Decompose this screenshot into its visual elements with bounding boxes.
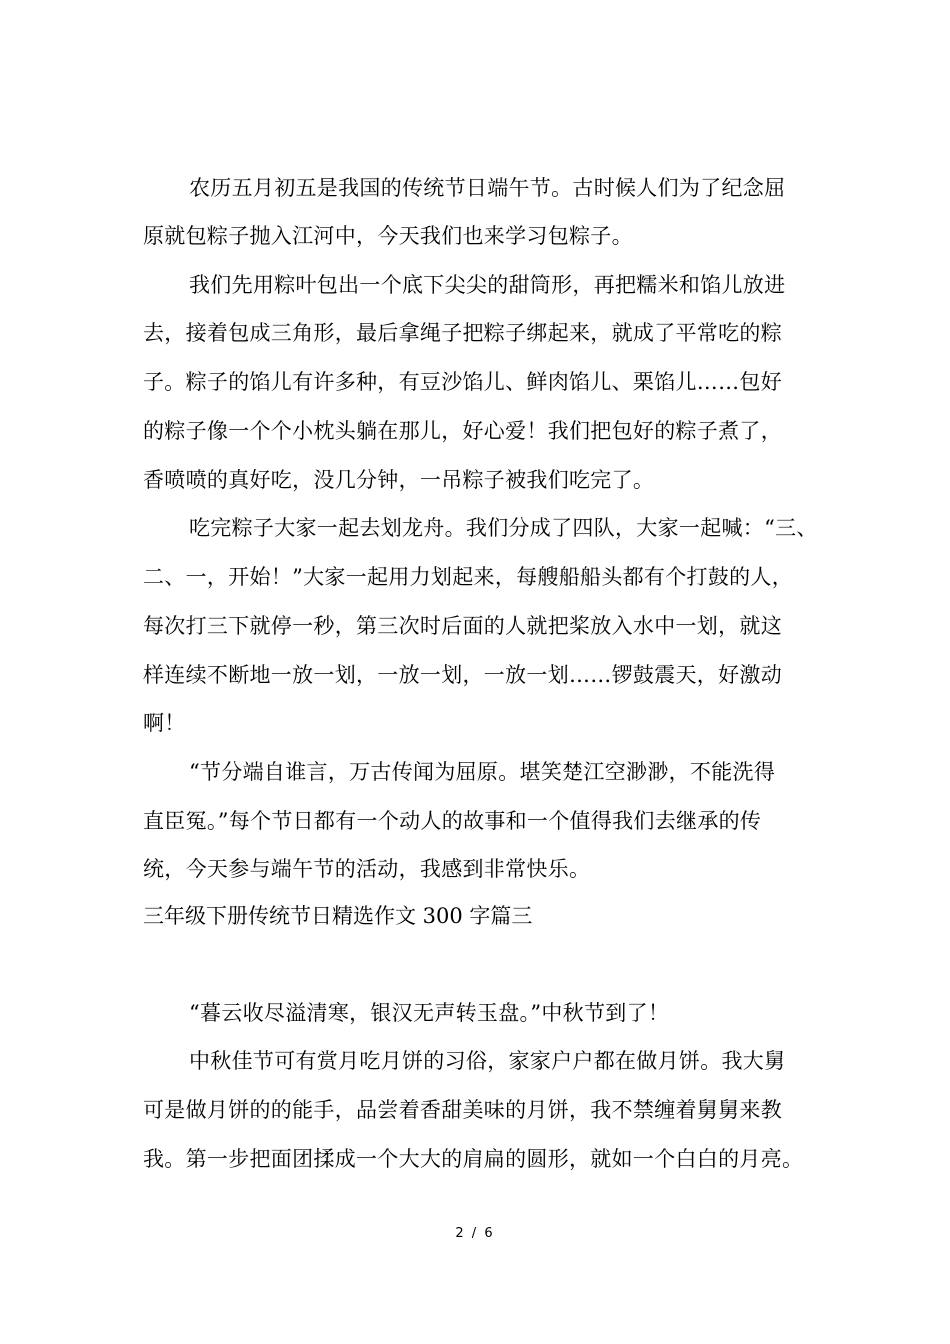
- page-number: 2 / 6: [455, 1226, 495, 1241]
- paragraph-line: 农历五月初五是我国的传统节日端午节。古时候人们为了纪念屈: [189, 176, 786, 200]
- paragraph-line: 可是做月饼的的能手，品尝着香甜美味的月饼，我不禁缠着舅舅来教: [143, 1098, 782, 1122]
- paragraph-line: 的粽子像一个个小枕头躺在那儿，好心爱！我们把包好的粽子煮了，: [143, 419, 782, 443]
- paragraph-line: 直臣冤。”每个节日都有一个动人的故事和一个值得我们去继承的传: [143, 809, 762, 833]
- paragraph-line: 统，今天参与端午节的活动，我感到非常快乐。: [143, 857, 591, 881]
- paragraph-line: 样连续不断地一放一划，一放一划，一放一划……锣鼓震天，好激动: [143, 663, 782, 687]
- paragraph-line: 中秋佳节可有赏月吃月饼的习俗，家家户户都在做月饼。我大舅: [189, 1049, 786, 1073]
- paragraph-line: 每次打三下就停一秒，第三次时后面的人就把桨放入水中一划，就这: [143, 614, 782, 638]
- paragraph-line: 去，接着包成三角形，最后拿绳子把粽子绑起来，就成了平常吃的粽: [143, 321, 782, 345]
- paragraph-line: 香喷喷的真好吃，没几分钟，一吊粽子被我们吃完了。: [143, 468, 655, 492]
- paragraph-line: 我。第一步把面团揉成一个大大的肩扁的圆形，就如一个白白的月亮。: [143, 1147, 804, 1171]
- paragraph-line: 子。粽子的馅儿有许多种，有豆沙馅儿、鲜肉馅儿、栗馅儿……包好: [143, 370, 782, 394]
- paragraph-line: “节分端自谁言，万古传闻为屈原。堪笑楚江空渺渺，不能洗得: [189, 760, 776, 784]
- paragraph-line: “暮云收尽溢清寒，银汉无声转玉盘。”中秋节到了！: [189, 1001, 670, 1025]
- paragraph-line: 二、一，开始！”大家一起用力划起来，每艘船船头都有个打鼓的人，: [143, 565, 794, 589]
- paragraph-line: 啊！: [143, 711, 186, 735]
- paragraph-line: 我们先用粽叶包出一个底下尖尖的甜筒形，再把糯米和馅儿放进: [189, 273, 786, 297]
- paragraph-line: 原就包粽子抛入江河中，今天我们也来学习包粽子。: [143, 224, 633, 248]
- paragraph-line: 吃完粽子大家一起去划龙舟。我们分成了四队，大家一起喊：“三、: [189, 516, 818, 540]
- section-heading: 三年级下册传统节日精选作文 300 字篇三: [143, 904, 533, 928]
